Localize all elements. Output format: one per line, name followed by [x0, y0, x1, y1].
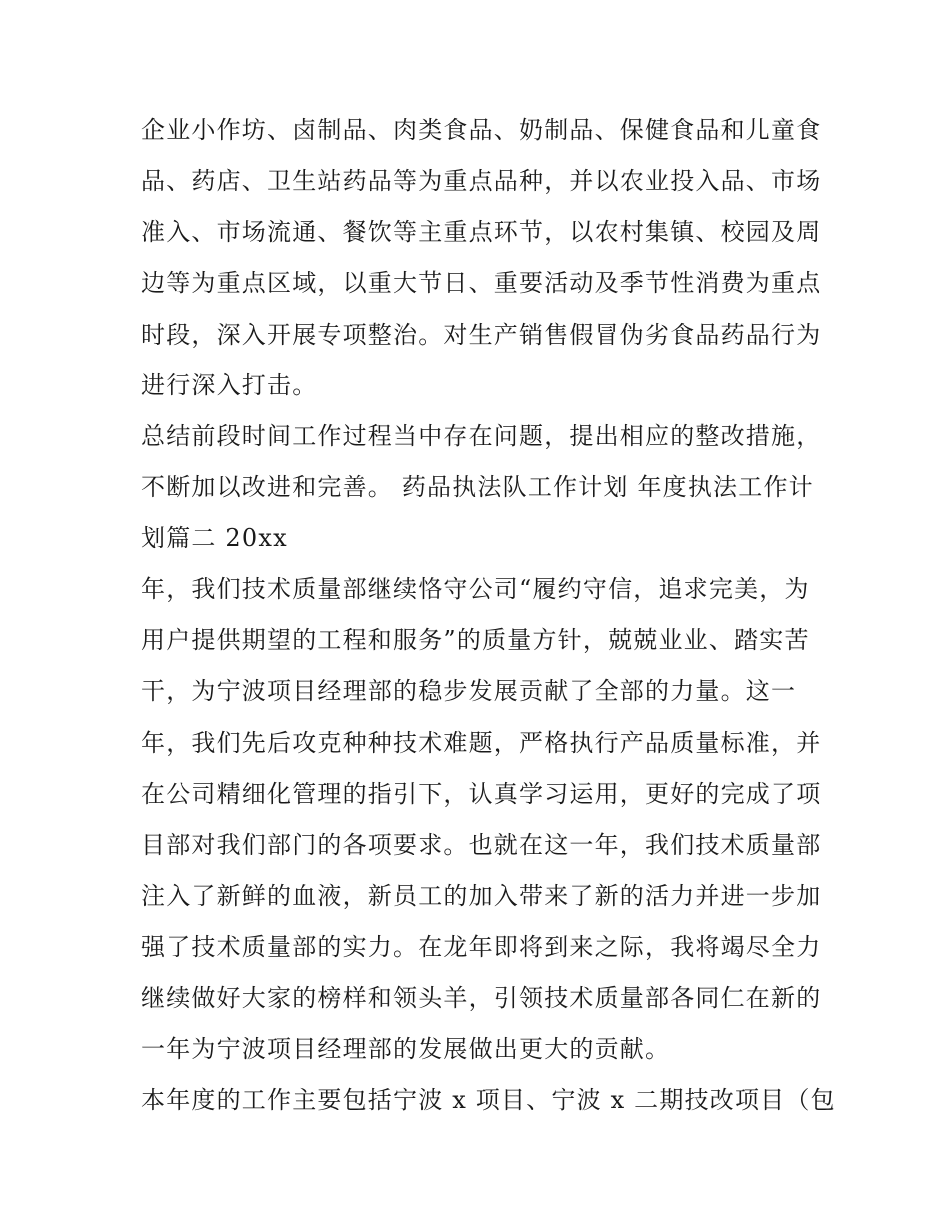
text-line: 总结前段时间工作过程当中存在问题，提出相应的整改措施， [141, 422, 822, 450]
text-line: 品、药店、卫生站药品等为重点品种，并以农业投入品、市场 [141, 167, 822, 195]
text-line: 强了技术质量部的实力。在龙年即将到来之际，我将竭尽全力 [141, 933, 822, 961]
text-line: 年，我们技术质量部继续恪守公司“履约守信，追求完美，为 [141, 575, 810, 603]
text-line: 继续做好大家的榜样和领头羊，引领技术质量部各同仁在新的 [141, 984, 822, 1012]
text-line: 注入了新鲜的血液，新员工的加入带来了新的活力并进一步加 [141, 882, 822, 910]
text-line: 进行深入打击。 [141, 371, 318, 399]
text-line: 年，我们先后攻克种种技术难题，严格执行产品质量标准，并 [141, 729, 822, 757]
text-line: 干，为宁波项目经理部的稳步发展贡献了全部的力量。这一 [141, 677, 797, 705]
text-line: 划篇二 20xx [141, 524, 288, 552]
text-line: 本年度的工作主要包括宁波 x 项目、宁波 x 二期技改项目（包 [141, 1086, 836, 1114]
text-line: 不断加以改进和完善。 药品执法队工作计划 年度执法工作计 [141, 473, 814, 501]
text-line: 用户提供期望的工程和服务”的质量方针，兢兢业业、踏实苦 [141, 626, 810, 654]
text-line: 一年为宁波项目经理部的发展做出更大的贡献。 [141, 1035, 671, 1063]
text-line: 准入、市场流通、餐饮等主重点环节，以农村集镇、校园及周 [141, 218, 822, 246]
text-line: 企业小作坊、卤制品、肉类食品、奶制品、保健食品和儿童食 [141, 116, 822, 144]
text-line: 时段，深入开展专项整治。对生产销售假冒伪劣食品药品行为 [141, 321, 822, 349]
text-line: 在公司精细化管理的指引下，认真学习运用，更好的完成了项 [141, 780, 822, 808]
text-line: 目部对我们部门的各项要求。也就在这一年，我们技术质量部 [141, 831, 822, 859]
text-line: 边等为重点区域，以重大节日、重要活动及季节性消费为重点 [141, 269, 822, 297]
